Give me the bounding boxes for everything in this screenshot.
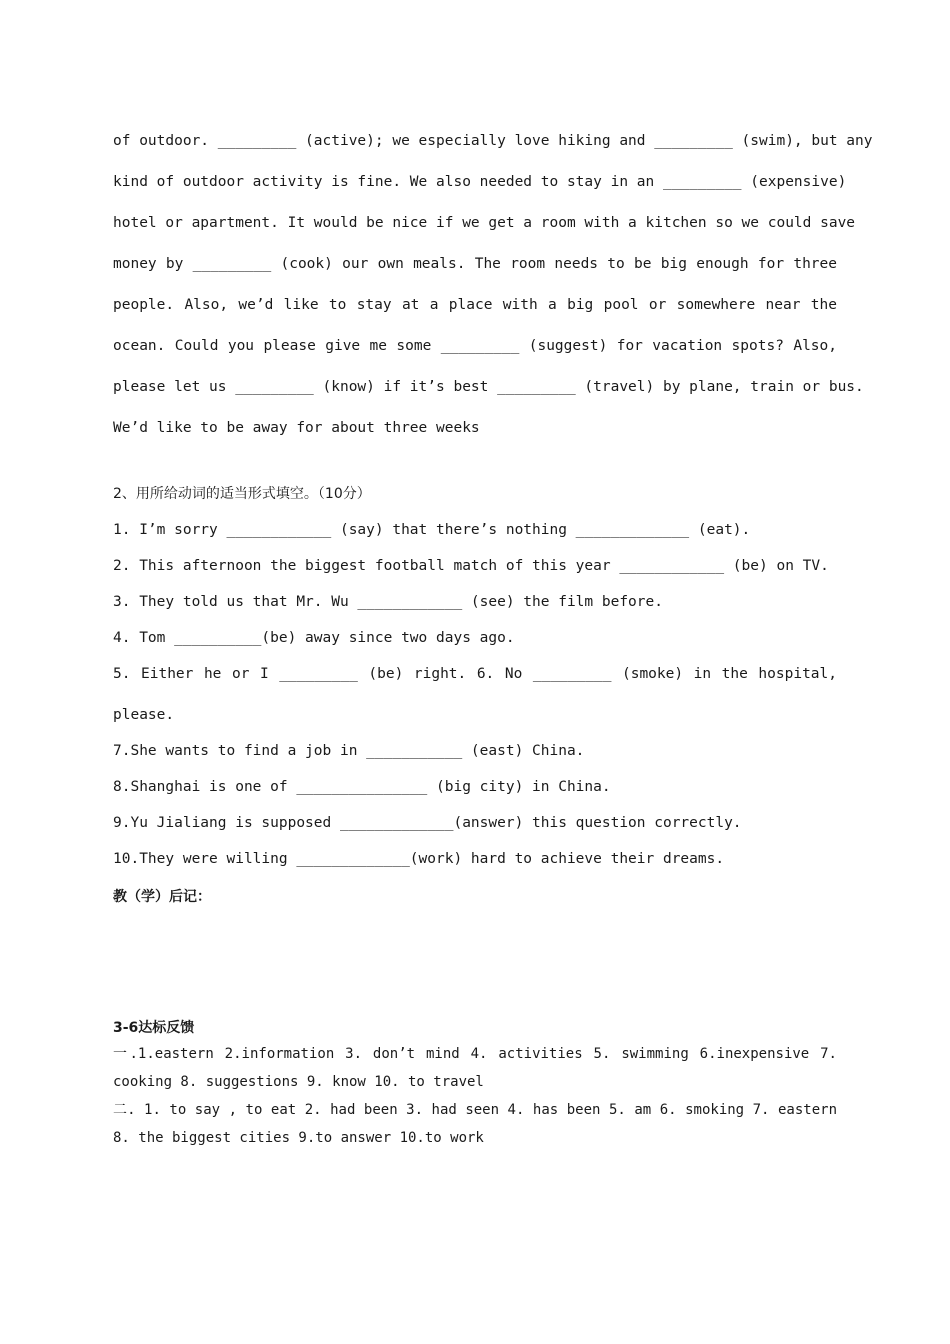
answer-line: 一.1.eastern 2.information 3. don’t mind 4. activities 5. swimming 6.inexpensive 7. bbox=[113, 1046, 837, 1062]
passage-line: ocean. Could you please give me some _________ (suggest) for vacation spots? Also, bbox=[113, 338, 837, 354]
passage-line: kind of outdoor activity is fine. We also needed to stay in an _________ (expensive) bbox=[113, 174, 847, 190]
passage-line: We’d like to be away for about three weeks bbox=[113, 420, 480, 436]
question-1: 1. I’m sorry ____________ (say) that there’s nothing _____________ (eat). bbox=[113, 522, 751, 538]
afterword-label: 教（学）后记： bbox=[113, 889, 211, 905]
answer-line: 二. 1. to say , to eat 2. had been 3. had seen 4. has been 5. am 6. smoking 7. eastern bbox=[113, 1102, 837, 1118]
question-6-continued: please. bbox=[113, 707, 175, 723]
section-2-heading: 2、用所给动词的适当形式填空。（10分） bbox=[113, 486, 371, 502]
passage-line: of outdoor. _________ (active); we especially love hiking and _________ (swim), but any bbox=[113, 133, 873, 149]
question-7: 7.She wants to find a job in ___________ (east) China. bbox=[113, 743, 585, 759]
passage-line: people. Also, we’d like to stay at a place with a big pool or somewhere near the bbox=[113, 297, 837, 313]
question-9: 9.Yu Jialiang is supposed _____________(answer) this question correctly. bbox=[113, 815, 742, 831]
passage-line: hotel or apartment. It would be nice if we get a room with a kitchen so we could save bbox=[113, 215, 856, 231]
question-5-6: 5. Either he or I _________ (be) right. 6. No _________ (smoke) in the hospital, bbox=[113, 666, 837, 682]
question-10: 10.They were willing _____________(work) hard to achieve their dreams. bbox=[113, 851, 725, 867]
answer-key bbox=[113, 1040, 837, 1152]
answer-line: 8. the biggest cities 9.to answer 10.to work bbox=[113, 1130, 484, 1146]
question-2: 2. This afternoon the biggest football match of this year ____________ (be) on TV. bbox=[113, 558, 829, 574]
passage bbox=[113, 121, 873, 449]
question-3: 3. They told us that Mr. Wu ____________ (see) the film before. bbox=[113, 594, 663, 610]
passage-line: please let us _________ (know) if it’s best _________ (travel) by plane, train or bus. bbox=[113, 379, 864, 395]
passage-line: money by _________ (cook) our own meals. The room needs to be big enough for three bbox=[113, 256, 837, 272]
answer-line: cooking 8. suggestions 9. know 10. to travel bbox=[113, 1074, 484, 1090]
answers-title: 3-6达标反馈 bbox=[113, 1020, 195, 1036]
question-4: 4. Tom __________(be) away since two days ago. bbox=[113, 630, 515, 646]
question-8: 8.Shanghai is one of _______________ (big city) in China. bbox=[113, 779, 611, 795]
